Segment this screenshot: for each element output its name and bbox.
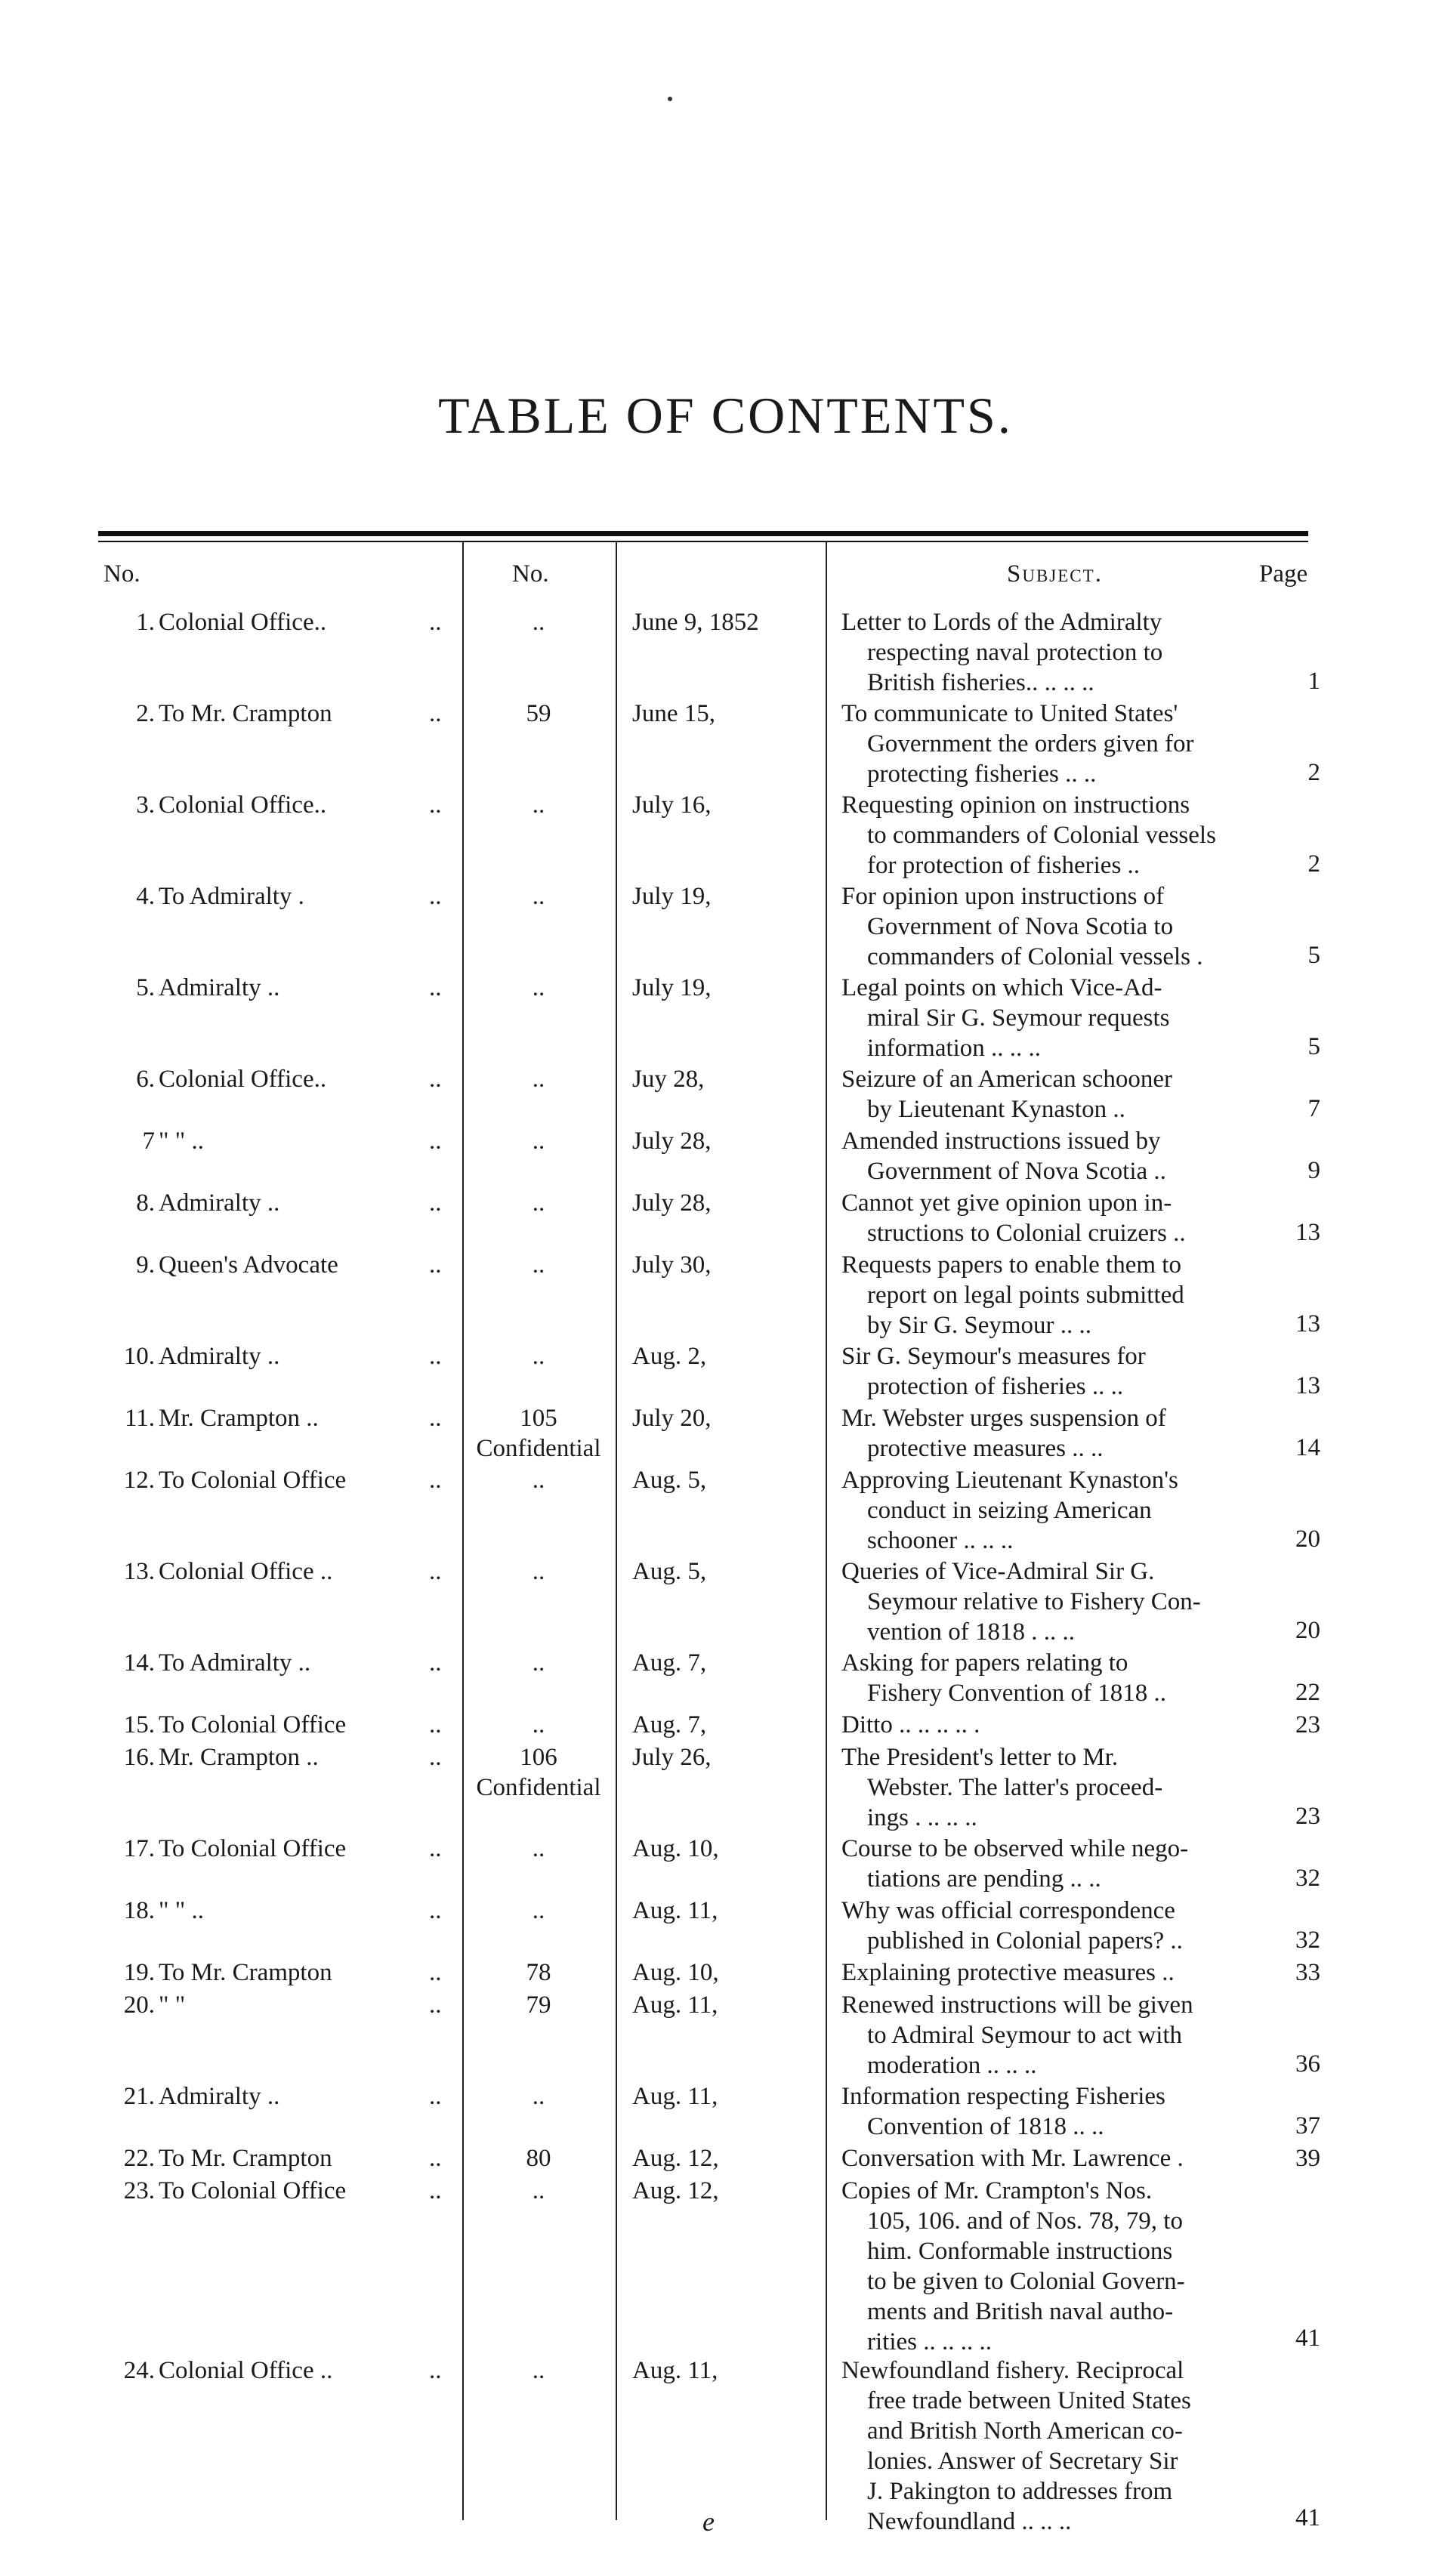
subject-line: Seymour relative to Fishery Con-: [867, 1588, 1201, 1615]
subject-line: Newfoundland fishery. Reciprocal: [841, 2357, 1184, 2384]
subject-line: Mr. Webster urges suspension of: [841, 1405, 1166, 1432]
entry-page: 13: [1295, 1219, 1320, 1246]
header-no: No.: [103, 560, 140, 588]
entry-subject: [841, 1403, 1272, 1464]
entry-date: July 19,: [632, 974, 712, 1001]
entry-correspondent: To Colonial Office: [159, 1467, 347, 1494]
subject-line: Queries of Vice-Admiral Sir G.: [841, 1558, 1155, 1585]
leader-dots: ..: [429, 2177, 442, 2204]
entry-page: 5: [1307, 1033, 1320, 1060]
entry-page: 23: [1295, 1803, 1320, 1830]
entry-page: 13: [1295, 1310, 1320, 1337]
leader-dots: ..: [429, 1128, 442, 1155]
subject-line: to commanders of Colonial vessels: [867, 822, 1216, 849]
subject-line: Amended instructions issued by: [841, 1128, 1161, 1155]
entry-number: 8.: [136, 1189, 155, 1217]
entry-reference-no: 106 Confidential: [476, 1744, 601, 1801]
subject-line: schooner .. .. ..: [867, 1527, 1014, 1554]
entry-correspondent: Admiralty ..: [159, 2083, 280, 2110]
subject-line: Approving Lieutenant Kynaston's: [841, 1467, 1178, 1494]
subject-line: information .. .. ..: [867, 1035, 1042, 1062]
entry-date: Aug. 12,: [632, 2145, 719, 2172]
entry-correspondent: " " ..: [159, 1897, 204, 1924]
leader-dots: ..: [429, 2083, 442, 2110]
entry-subject: [841, 881, 1272, 972]
entry-number: 14.: [123, 1649, 155, 1677]
subject-line: Legal points on which Vice-Ad-: [841, 974, 1162, 1001]
entry-subject: [841, 2176, 1272, 2357]
leader-dots: ..: [429, 1343, 442, 1370]
entry-number: 2.: [136, 700, 155, 727]
column-divider: [826, 541, 827, 2520]
entry-reference-no: 80: [526, 2145, 551, 2172]
column-divider: [616, 541, 617, 2520]
entry-subject: [841, 973, 1272, 1063]
subject-line: respecting naval protection to: [867, 639, 1163, 666]
subject-line: for protection of fisheries ..: [867, 852, 1141, 879]
header-rule-thin: [98, 541, 1308, 542]
column-divider: [462, 541, 464, 2520]
subject-line: Copies of Mr. Crampton's Nos.: [841, 2177, 1153, 2204]
entry-reference-no: ..: [532, 1649, 545, 1677]
entry-number: 11.: [124, 1405, 155, 1432]
entry-subject: [841, 1341, 1272, 1402]
entry-reference-no: ..: [532, 1558, 545, 1585]
subject-line: Government the orders given for: [867, 730, 1194, 757]
subject-line: Government of Nova Scotia ..: [867, 1158, 1166, 1185]
subject-line: and British North American co-: [867, 2417, 1183, 2445]
entry-correspondent: " ": [159, 1991, 186, 2019]
subject-line: Information respecting Fisheries: [841, 2083, 1165, 2110]
subject-line: report on legal points submitted: [867, 1282, 1184, 1309]
entry-number: 1.: [136, 609, 155, 636]
entry-reference-no: ..: [532, 1066, 545, 1093]
header-rule-thick: [98, 531, 1308, 536]
subject-line: protective measures .. ..: [867, 1435, 1104, 1462]
entry-page: 37: [1295, 2112, 1320, 2139]
entry-reference-no: ..: [532, 1189, 545, 1217]
entry-number: 21.: [123, 2083, 155, 2110]
signature-mark: e: [702, 2507, 715, 2537]
leader-dots: ..: [429, 883, 442, 910]
header-page: Page: [1259, 560, 1308, 588]
entry-number: 22.: [123, 2145, 155, 2172]
entry-correspondent: To Mr. Crampton: [159, 700, 332, 727]
entry-subject: [841, 1465, 1272, 1556]
leader-dots: ..: [429, 974, 442, 1001]
entry-number: 7: [142, 1128, 155, 1155]
entry-subject: [841, 1896, 1272, 1956]
leader-dots: ..: [429, 1744, 442, 1771]
entry-correspondent: Admiralty ..: [159, 974, 280, 1001]
subject-line: Requesting opinion on instructions: [841, 791, 1190, 819]
entry-correspondent: Admiralty ..: [159, 1343, 280, 1370]
entry-correspondent: Colonial Office ..: [159, 1558, 333, 1585]
entry-date: Aug. 10,: [632, 1959, 719, 1986]
entry-date: July 26,: [632, 1744, 712, 1771]
entry-page: 14: [1295, 1434, 1320, 1461]
entry-correspondent: Colonial Office..: [159, 609, 327, 636]
subject-line: Seizure of an American schooner: [841, 1066, 1172, 1093]
leader-dots: ..: [429, 2357, 442, 2384]
entry-subject: [841, 1250, 1272, 1340]
entry-reference-no: 79: [526, 1991, 551, 2019]
entry-reference-no: ..: [532, 609, 545, 636]
entry-correspondent: Mr. Crampton ..: [159, 1405, 319, 1432]
entry-page: 32: [1295, 1927, 1320, 1954]
entry-correspondent: To Mr. Crampton: [159, 1959, 332, 1986]
subject-line: Fishery Convention of 1818 ..: [867, 1680, 1166, 1707]
entry-date: Aug. 12,: [632, 2177, 719, 2204]
subject-line: lonies. Answer of Secretary Sir: [867, 2448, 1178, 2475]
entry-number: 18.: [123, 1897, 155, 1924]
entry-correspondent: Colonial Office..: [159, 1066, 327, 1093]
entry-page: 20: [1295, 1617, 1320, 1644]
entry-correspondent: Colonial Office..: [159, 791, 327, 819]
entry-number: 16.: [123, 1744, 155, 1771]
subject-line: For opinion upon instructions of: [841, 883, 1165, 910]
entry-reference-no: ..: [532, 2357, 545, 2384]
entry-reference-no: ..: [532, 1897, 545, 1924]
entry-date: July 20,: [632, 1405, 712, 1432]
subject-line: Webster. The latter's proceed-: [867, 1774, 1163, 1801]
entry-subject: [841, 1990, 1272, 2081]
entry-correspondent: Admiralty ..: [159, 1189, 280, 1217]
subject-line: to be given to Colonial Govern-: [867, 2268, 1185, 2295]
entry-date: Aug. 5,: [632, 1558, 707, 1585]
subject-line: published in Colonial papers? ..: [867, 1927, 1183, 1954]
entry-page: 7: [1307, 1095, 1320, 1122]
leader-dots: ..: [429, 1959, 442, 1986]
entry-subject: [841, 1126, 1272, 1186]
entry-reference-no: ..: [532, 791, 545, 819]
leader-dots: ..: [429, 1558, 442, 1585]
entry-page: 41: [1295, 2504, 1320, 2531]
entry-reference-no: ..: [532, 1711, 545, 1738]
entry-subject: [841, 1188, 1272, 1248]
subject-line: Conversation with Mr. Lawrence .: [841, 2145, 1184, 2172]
ink-dot: [668, 97, 672, 101]
entry-date: Aug. 2,: [632, 1343, 707, 1370]
entry-correspondent: To Colonial Office: [159, 2177, 347, 2204]
entry-date: Aug. 5,: [632, 1467, 707, 1494]
subject-line: Renewed instructions will be given: [841, 1991, 1193, 2019]
subject-line: Sir G. Seymour's measures for: [841, 1343, 1146, 1370]
entry-date: July 30,: [632, 1251, 712, 1279]
entry-correspondent: To Admiralty ..: [159, 1649, 311, 1677]
subject-line: by Lieutenant Kynaston ..: [867, 1096, 1125, 1123]
entry-number: 10.: [123, 1343, 155, 1370]
entry-date: June 9, 1852: [632, 609, 759, 636]
entry-date: July 16,: [632, 791, 712, 819]
entry-subject: [841, 1742, 1272, 1833]
entry-number: 12.: [123, 1467, 155, 1494]
subject-line: him. Conformable instructions: [867, 2238, 1173, 2265]
entry-date: June 15,: [632, 700, 715, 727]
entry-page: 5: [1307, 942, 1320, 969]
entry-date: Aug. 11,: [632, 1897, 718, 1924]
subject-line: ings . .. .. ..: [867, 1804, 977, 1831]
entry-page: 1: [1307, 668, 1320, 695]
subject-line: Requests papers to enable them to: [841, 1251, 1181, 1279]
leader-dots: ..: [429, 1835, 442, 1862]
entry-page: 23: [1295, 1711, 1320, 1738]
subject-line: protection of fisheries .. ..: [867, 1373, 1124, 1400]
entry-date: Aug. 11,: [632, 2083, 718, 2110]
subject-line: 105, 106. and of Nos. 78, 79, to: [867, 2207, 1183, 2235]
subject-line: Course to be observed while nego-: [841, 1835, 1189, 1862]
entry-page: 9: [1307, 1157, 1320, 1184]
leader-dots: ..: [429, 1711, 442, 1738]
entry-number: 9.: [136, 1251, 155, 1279]
entry-subject: [841, 1064, 1272, 1124]
entry-page: 22: [1295, 1679, 1320, 1706]
subject-line: British fisheries.. .. .. ..: [867, 669, 1094, 696]
entry-number: 17.: [123, 1835, 155, 1862]
entry-number: 6.: [136, 1066, 155, 1093]
entry-reference-no: ..: [532, 1128, 545, 1155]
entry-reference-no: 78: [526, 1959, 551, 1986]
subject-line: vention of 1818 . .. ..: [867, 1618, 1075, 1646]
entry-correspondent: To Colonial Office: [159, 1835, 347, 1862]
entry-reference-no: ..: [532, 974, 545, 1001]
leader-dots: ..: [429, 1649, 442, 1677]
entry-correspondent: Queen's Advocate: [159, 1251, 338, 1279]
subject-line: To communicate to United States': [841, 700, 1178, 727]
entry-page: 36: [1295, 2050, 1320, 2078]
entry-subject: [841, 2143, 1272, 2173]
subject-line: free trade between United States: [867, 2387, 1191, 2414]
leader-dots: ..: [429, 1405, 442, 1432]
entry-page: 13: [1295, 1372, 1320, 1399]
leader-dots: ..: [429, 791, 442, 819]
entry-number: 3.: [136, 791, 155, 819]
leader-dots: ..: [429, 1897, 442, 1924]
header-no-ref: No.: [512, 560, 549, 588]
entry-reference-no: ..: [532, 1343, 545, 1370]
entry-correspondent: Mr. Crampton ..: [159, 1744, 319, 1771]
header-subject: Subject.: [1007, 560, 1103, 588]
entry-subject: [841, 2355, 1272, 2537]
entry-date: Juy 28,: [632, 1066, 705, 1093]
entry-page: 2: [1307, 759, 1320, 786]
leader-dots: ..: [429, 2145, 442, 2172]
entry-page: 20: [1295, 1526, 1320, 1553]
entry-reference-no: ..: [532, 1467, 545, 1494]
entry-subject: [841, 1648, 1272, 1708]
entry-correspondent: To Mr. Crampton: [159, 2145, 332, 2172]
entry-reference-no: 59: [526, 700, 551, 727]
subject-line: conduct in seizing American: [867, 1497, 1152, 1524]
entry-reference-no: 105 Confidential: [476, 1405, 601, 1462]
subject-line: commanders of Colonial vessels .: [867, 943, 1203, 970]
entry-page: 41: [1295, 2325, 1320, 2352]
entry-number: 24.: [123, 2357, 155, 2384]
subject-line: Explaining protective measures ..: [841, 1959, 1175, 1986]
entry-date: Aug. 7,: [632, 1711, 707, 1738]
subject-line: rities .. .. .. ..: [867, 2328, 992, 2355]
subject-line: Convention of 1818 .. ..: [867, 2113, 1104, 2140]
entry-date: Aug. 11,: [632, 2357, 718, 2384]
leader-dots: ..: [429, 1467, 442, 1494]
entry-reference-no: ..: [532, 1251, 545, 1279]
entry-number: 5.: [136, 974, 155, 1001]
leader-dots: ..: [429, 700, 442, 727]
leader-dots: ..: [429, 1066, 442, 1093]
subject-line: protecting fisheries .. ..: [867, 760, 1097, 788]
entry-correspondent: " " ..: [159, 1128, 204, 1155]
entry-subject: [841, 1834, 1272, 1894]
entry-date: Aug. 11,: [632, 1991, 718, 2019]
entry-date: July 28,: [632, 1128, 712, 1155]
entry-number: 19.: [123, 1959, 155, 1986]
subject-line: J. Pakington to addresses from: [867, 2478, 1173, 2505]
subject-line: Cannot yet give opinion upon in-: [841, 1189, 1172, 1217]
entry-number: 23.: [123, 2177, 155, 2204]
subject-line: miral Sir G. Seymour requests: [867, 1004, 1170, 1032]
subject-line: Letter to Lords of the Admiralty: [841, 609, 1162, 636]
entry-subject: [841, 790, 1272, 881]
subject-line: Government of Nova Scotia to: [867, 913, 1174, 940]
entry-page: 32: [1295, 1865, 1320, 1892]
entry-page: 33: [1295, 1959, 1320, 1986]
entry-correspondent: Colonial Office ..: [159, 2357, 333, 2384]
entry-subject: [841, 607, 1272, 698]
entry-number: 15.: [123, 1711, 155, 1738]
subject-line: Newfoundland .. .. ..: [867, 2508, 1072, 2535]
entry-date: July 19,: [632, 883, 712, 910]
entry-reference-no: ..: [532, 1835, 545, 1862]
entry-page: 39: [1295, 2145, 1320, 2172]
subject-line: Why was official correspondence: [841, 1897, 1175, 1924]
page-title: TABLE OF CONTENTS.: [438, 386, 1013, 444]
entry-subject: [841, 2081, 1272, 2142]
entry-page: 2: [1307, 850, 1320, 878]
entry-correspondent: To Admiralty .: [159, 883, 304, 910]
entry-reference-no: ..: [532, 883, 545, 910]
subject-line: Ditto .. .. .. .. .: [841, 1711, 980, 1738]
entry-subject: [841, 1710, 1272, 1740]
subject-line: The President's letter to Mr.: [841, 1744, 1119, 1771]
subject-line: Asking for papers relating to: [841, 1649, 1128, 1677]
entry-subject: [841, 699, 1272, 789]
leader-dots: ..: [429, 1991, 442, 2019]
leader-dots: ..: [429, 1189, 442, 1217]
entry-reference-no: ..: [532, 2177, 545, 2204]
entry-correspondent: To Colonial Office: [159, 1711, 347, 1738]
subject-line: moderation .. .. ..: [867, 2052, 1037, 2079]
leader-dots: ..: [429, 609, 442, 636]
entry-subject: [841, 1556, 1272, 1647]
subject-line: structions to Colonial cruizers ..: [867, 1220, 1186, 1247]
entry-date: July 28,: [632, 1189, 712, 1217]
entry-date: Aug. 7,: [632, 1649, 707, 1677]
subject-line: to Admiral Seymour to act with: [867, 2022, 1183, 2049]
leader-dots: ..: [429, 1251, 442, 1279]
entry-number: 13.: [123, 1558, 155, 1585]
entry-number: 4.: [136, 883, 155, 910]
entry-number: 20.: [123, 1991, 155, 2019]
subject-line: tiations are pending .. ..: [867, 1865, 1101, 1893]
entry-date: Aug. 10,: [632, 1835, 719, 1862]
entry-subject: [841, 1957, 1272, 1988]
subject-line: by Sir G. Seymour .. ..: [867, 1312, 1091, 1339]
entry-reference-no: ..: [532, 2083, 545, 2110]
subject-line: ments and British naval autho-: [867, 2298, 1174, 2325]
